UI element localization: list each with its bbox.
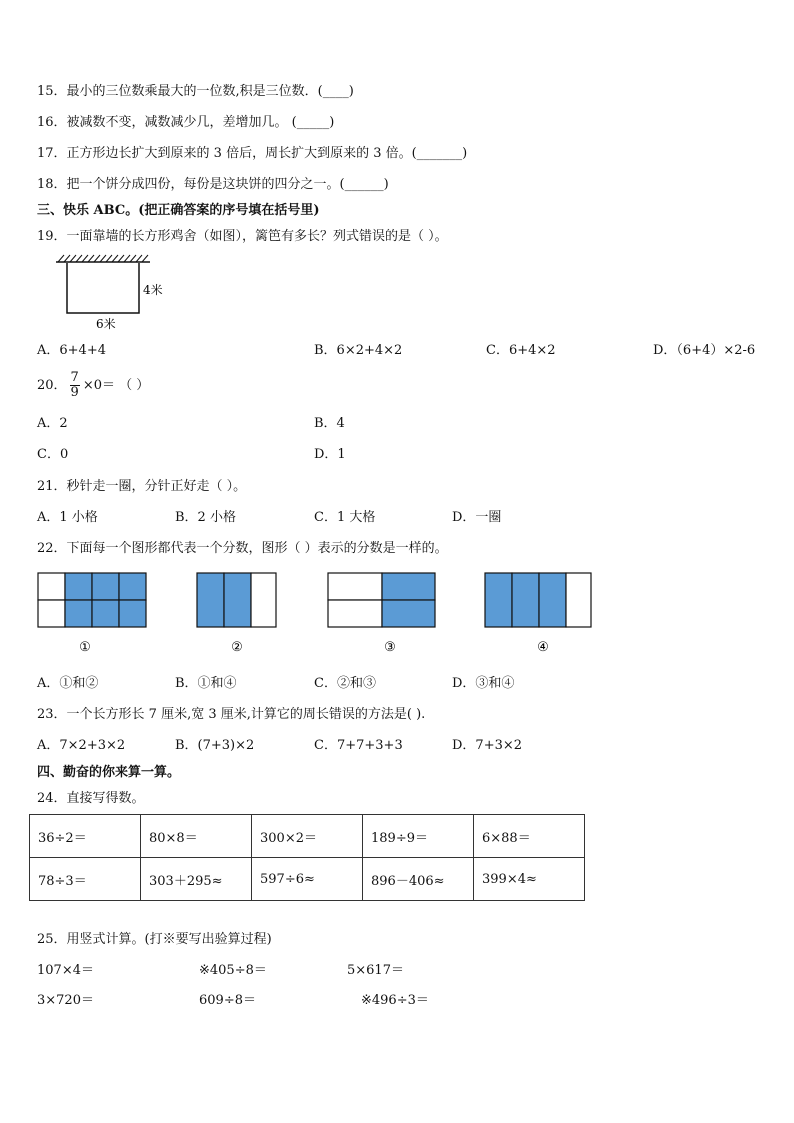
mental-math-table (29, 814, 585, 901)
table-cell: 36÷2＝ (30, 815, 141, 858)
q21-option-c: C．1 大格 (314, 510, 376, 525)
figure-4 (485, 573, 591, 627)
calc-item: ※405÷8＝ (199, 963, 267, 978)
question-15: 15．最小的三位数乘最大的一位数,积是三位数．(____) (37, 84, 354, 99)
section-3-heading: 三、快乐 ABC。(把正确答案的序号填在括号里) (37, 203, 320, 218)
fence-outline (67, 263, 139, 313)
q23-option-b: B．(7+3)×2 (175, 738, 255, 753)
fraction-denominator: 9 (70, 385, 79, 400)
question-19-stem: 19．一面靠墙的长方形鸡舍（如图），篱笆有多长？列式错误的是（ ）。 (37, 229, 448, 244)
question-20-stem (37, 370, 149, 402)
q20-option-d: D．1 (314, 447, 346, 462)
fraction-7-9 (70, 371, 80, 400)
figure-label-4: ④ (537, 640, 549, 655)
table-cell: 6×88＝ (474, 815, 585, 858)
calc-item: ※496÷3＝ (361, 993, 429, 1008)
q19-option-d: D．（6+4）×2-6 (653, 343, 756, 358)
q21-option-b: B．2 小格 (175, 510, 236, 525)
question-17: 17．正方形边长扩大到原来的 3 倍后，周长扩大到原来的 3 倍。(_______) (37, 146, 468, 161)
figure-1 (38, 573, 146, 627)
table-row (30, 858, 585, 901)
fraction-numerator: 7 (70, 370, 79, 385)
q21-option-d: D．一圈 (452, 510, 502, 525)
q19-option-a: A．6+4+4 (37, 343, 106, 358)
question-25-stem: 25．用竖式计算。(打※要写出验算过程) (37, 932, 272, 947)
question-16: 16．被减数不变，减数减少几，差增加几。 (_____) (37, 115, 335, 130)
table-cell: 399×4≈ (474, 858, 585, 901)
q20-prefix: 20． (37, 378, 67, 393)
question-22-stem: 22．下面每一个图形都代表一个分数，图形（ ）表示的分数是一样的。 (37, 541, 448, 556)
q19-option-c: C．6+4×2 (486, 343, 556, 358)
q19-option-b: B．6×2+4×2 (314, 343, 403, 358)
figure-label-2: ② (231, 640, 243, 655)
calc-item: 5×617＝ (347, 963, 404, 978)
q23-option-c: C．7+7+3+3 (314, 738, 403, 753)
section-4-heading: 四、勤奋的你来算一算。 (37, 765, 181, 780)
fraction-figures (0, 570, 794, 660)
figure-3 (328, 573, 435, 627)
question-18: 18．把一个饼分成四份，每份是这块饼的四分之一。(______) (37, 177, 389, 192)
calc-item: 107×4＝ (37, 963, 94, 978)
table-cell: 80×8＝ (141, 815, 252, 858)
chicken-coop-figure (50, 254, 180, 334)
width-label: 6米 (96, 317, 116, 331)
q22-option-d: D．③和④ (452, 676, 515, 691)
question-21-stem: 21．秒针走一圈，分针正好走（ ）。 (37, 479, 247, 494)
table-cell: 303＋295≈ (141, 858, 252, 901)
calc-item: 609÷8＝ (199, 993, 256, 1008)
table-cell: 896－406≈ (363, 858, 474, 901)
table-cell: 78÷3＝ (30, 858, 141, 901)
q20-option-b: B．4 (314, 416, 345, 431)
figure-label-3: ③ (384, 640, 396, 655)
q21-option-a: A．1 小格 (37, 510, 98, 525)
q23-option-d: D．7+3×2 (452, 738, 523, 753)
q22-option-a: A．①和② (37, 676, 99, 691)
table-cell: 189÷9＝ (363, 815, 474, 858)
q22-option-b: B．①和④ (175, 676, 237, 691)
q20-option-c: C．0 (37, 447, 69, 462)
figure-label-1: ① (79, 640, 91, 655)
q20-option-a: A．2 (37, 416, 68, 431)
q23-option-a: A．7×2+3×2 (37, 738, 126, 753)
calc-item: 3×720＝ (37, 993, 94, 1008)
table-cell: 597÷6≈ (252, 858, 363, 901)
question-23-stem: 23．一个长方形长 7 厘米,宽 3 厘米,计算它的周长错误的方法是( ). (37, 707, 426, 722)
question-24-stem: 24．直接写得数。 (37, 791, 145, 806)
figure-2 (197, 573, 276, 627)
height-label: 4米 (143, 283, 163, 297)
q20-suffix: ×0＝ （ ） (82, 378, 150, 393)
table-cell: 300×2＝ (252, 815, 363, 858)
table-row (30, 815, 585, 858)
q22-option-c: C．②和③ (314, 676, 376, 691)
